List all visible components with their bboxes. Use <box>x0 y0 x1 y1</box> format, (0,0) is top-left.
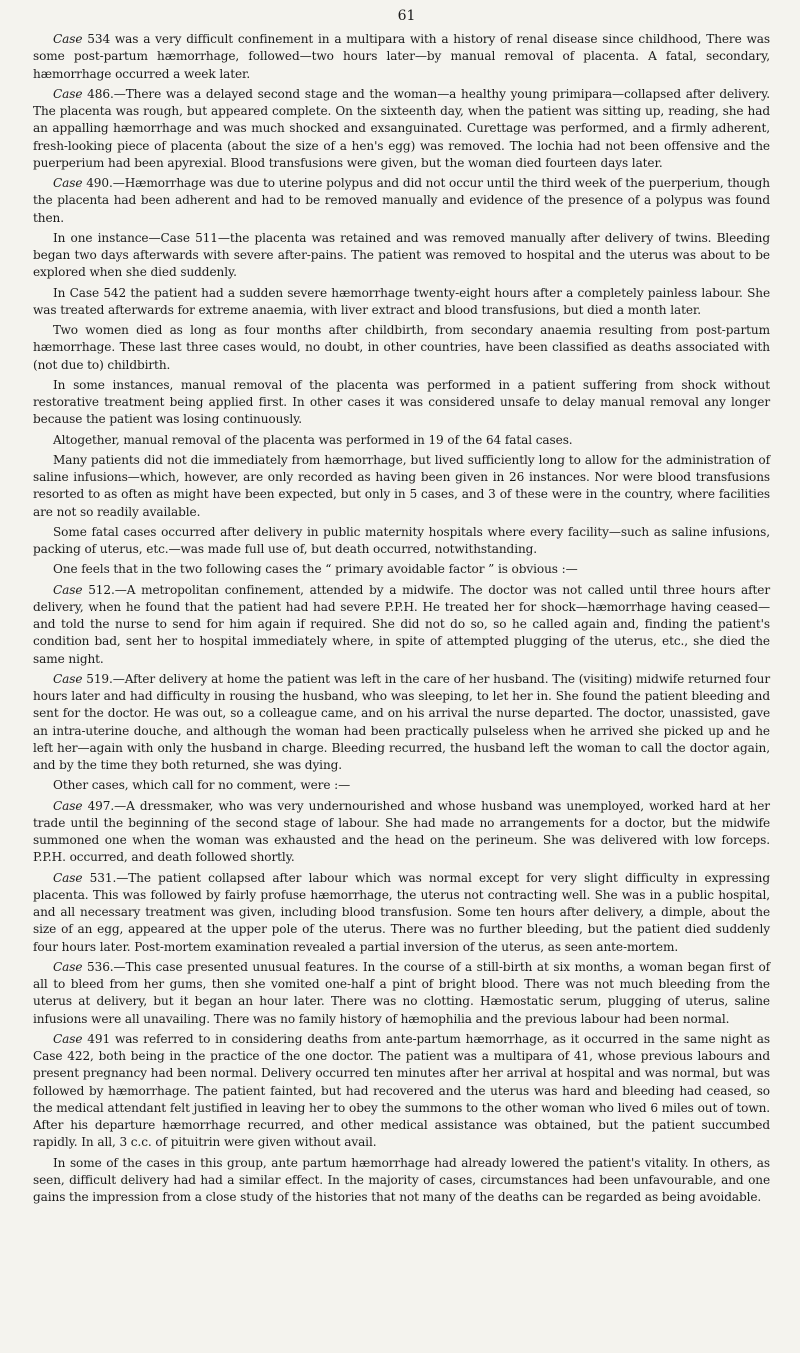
paragraph-text: 519.—After delivery at home the patient was left in the care of her husband. The (visiting) midwife returned four hours later and had difficulty in rousing the husband, who was sleeping, to let her in. She found the patient bleeding and sent for the doctor. He was out, so a colleague came, and on his arrival the nurse departed. The doctor, unassisted, gave an intra-uterine douche, and although the woman had been practically pulseless when he arrived she picked up and he left her—again with only the husband in charge. Bleeding recurred, the husband left the woman to call the doctor again, and by the time they both returned, she was dying. <box>33 671 770 772</box>
paragraph <box>33 798 770 867</box>
paragraph <box>33 377 770 429</box>
paragraph-text: In one instance—Case 511—the placenta was retained and was removed manually after delivery of twins. Bleeding began two days afterwards with severe after-pains. The patient was removed to hospital and the uterus was about to be explored when she died suddenly. <box>33 230 770 280</box>
paragraph-text: Two women died as long as four months after childbirth, from secondary anaemia resulting from post-partum hæmorrhage. These last three cases would, no doubt, in other countries, have been classified as deaths associated with (not due to) childbirth. <box>33 323 770 372</box>
paragraph <box>33 86 770 172</box>
paragraph-text: Many patients did not die immediately from hæmorrhage, but lived sufficiently long to allow for the administration of saline infusions—which, however, are only recorded as having been given in 26 instances. Nor were blood transfusions resorted to as often as might have been expected, but only in 5 cases, and 3 of these were in the country, where facilities are not so readily available. <box>33 452 770 519</box>
paragraph <box>33 1031 770 1152</box>
case-label: Case <box>53 671 83 686</box>
case-label: Case <box>53 582 83 597</box>
paragraph <box>33 582 770 668</box>
paragraph <box>33 777 770 794</box>
paragraph <box>33 285 770 320</box>
case-label: Case <box>53 176 83 190</box>
paragraph-text: 531.—The patient collapsed after labour which was normal except for very slight difficulty in expressing placenta. This was followed by fairly profuse hæmorrhage, the uterus not contracting well. She was in a public hospital, and all necessary treatment was given, including blood transfusion. Some ten hours after delivery, a dimple, about the size of an egg, appeared at the upper pole of the uterus. There was no further bleeding, but the patient died suddenly four hours later. Post-mortem examination revealed a partial inversion of the uterus, as seen ante-mortem. <box>33 870 770 954</box>
paragraph <box>33 671 770 775</box>
paragraph-text: Altogether, manual removal of the placenta was performed in 19 of the 64 fatal cases. <box>53 432 573 447</box>
paragraph-text: 491 was referred to in considering deaths from ante-partum hæmorrhage, as it occurred in the same night as Case 422, both being in the practice of the one doctor. The patient was a multipara of 41, whose previous labours and present pregnancy had been normal. Delivery occurred ten minutes after her arrival at hospital and was normal, but was followed by hæmorrhage. The patient fainted, but had recovered and the uterus was hard and bleeding had ceased, so the medical attendant felt justified in leaving her to obey the summons to the other woman who lived 6 miles out of town. After his departure hæmorrhage recurred, and other medical assistance was obtained, but the patient succumbed rapidly. In all, 3 c.c. of pituitrin were given without avail. <box>33 1031 770 1150</box>
paragraph-text: 512.—A metropolitan confinement, attended by a midwife. The doctor was not called until three hours after delivery, when he found that the patient had had severe P.P.H. He treated her for shock—hæmorrhage having ceased—and told the nurse to send for him again if required. She did not do so, so he called again and, finding the patient's condition bad, sent her to hospital immediately where, in spite of attempted plugging of the uterus, etc., she died the same night. <box>33 582 770 666</box>
paragraph-text: In some instances, manual removal of the placenta was performed in a patient suffering from shock without restorative treatment being applied first. In other cases it was considered unsafe to delay manual removal any longer because the patient was losing continuously. <box>33 377 770 427</box>
paragraph <box>33 561 770 578</box>
paragraph-text: 497.—A dressmaker, who was very undernourished and whose husband was unemployed, worked hard at her trade until the beginning of the second stage of labour. She had made no arrangements for a doctor, but the midwife summoned one when the woman was exhausted and the head on the perineum. She was delivered with low forceps. P.P.H. occurred, and death followed shortly. <box>33 798 770 865</box>
paragraph <box>33 322 770 374</box>
paragraph <box>33 870 770 956</box>
paragraph <box>33 1155 770 1207</box>
paragraph <box>33 31 770 83</box>
paragraph <box>33 524 770 559</box>
paragraph <box>33 452 770 521</box>
paragraph <box>33 175 770 227</box>
page-number: 61 <box>397 8 416 24</box>
case-label: Case <box>53 870 83 885</box>
paragraph <box>33 432 770 449</box>
paragraph-text: 486.—There was a delayed second stage and the woman—a healthy young primipara—collapsed after delivery. The placenta was rough, but appeared complete. On the sixteenth day, when the patient was sitting up, reading, she had an appalling hæmorrhage and was much shocked and exsanguinated. Curettage was performed, and a firmly adherent, fresh-looking piece of placenta (about the size of a hen's egg) was removed. The lochia had not been offensive and the puerperium had been apyrexial. Blood transfusions were given, but the woman died fourteen days later. <box>33 86 770 170</box>
paragraph-text: 536.—This case presented unusual features. In the course of a still-birth at six months, a woman began first of all to bleed from her gums, then she vomited one-half a pint of bright blood. There was not much bleeding from the uterus at delivery, but it began an hour later. There was no clotting. Hæmostatic serum, plugging of uterus, saline infusions were all unavailing. There was no family history of hæmophilia and the previous labour had been normal. <box>33 959 770 1026</box>
paragraph-text: 490.—Hæmorrhage was due to uterine polypus and did not occur until the third week of the puerperium, though the placenta had been adherent and had to be removed manually and evidence of the presence of a polypus was found then. <box>33 176 770 225</box>
paragraph-text: Other cases, which call for no comment, were :— <box>53 778 351 793</box>
case-label: Case <box>53 32 83 46</box>
case-label: Case <box>53 1031 83 1046</box>
paragraph <box>33 230 770 282</box>
paragraph-text: In some of the cases in this group, ante partum hæmorrhage had already lowered the patient's vitality. In others, as seen, difficult delivery had had a similar effect. In the majority of cases, circumstances had been unfavourable, and one gains the impression from a close study of the histories that not many of the deaths can be regarded as being avoidable. <box>33 1155 770 1204</box>
case-label: Case <box>53 959 83 974</box>
case-label: Case <box>53 798 83 813</box>
paragraph-text: In Case 542 the patient had a sudden severe hæmorrhage twenty-eight hours after a completely painless labour. She was treated afterwards for extreme anaemia, with liver extract and blood transfusions, but died a month later. <box>33 285 770 317</box>
body-text <box>33 31 770 1206</box>
paragraph-text: Some fatal cases occurred after delivery in public maternity hospitals where every facility—such as saline infusions, packing of uterus, etc.—was made full use of, but death occurred, notwithstanding. <box>33 524 770 556</box>
case-label: Case <box>53 86 83 101</box>
paragraph-text: 534 was a very difficult confinement in a multipara with a history of renal disease since childhood, There was some post-partum hæmorrhage, followed—two hours later—by manual removal of placenta. A fatal, secondary, hæmorrhage occurred a week later. <box>33 32 770 81</box>
paragraph-text: One feels that in the two following cases the “ primary avoidable factor ” is obvious :— <box>53 562 578 577</box>
paragraph <box>33 959 770 1028</box>
